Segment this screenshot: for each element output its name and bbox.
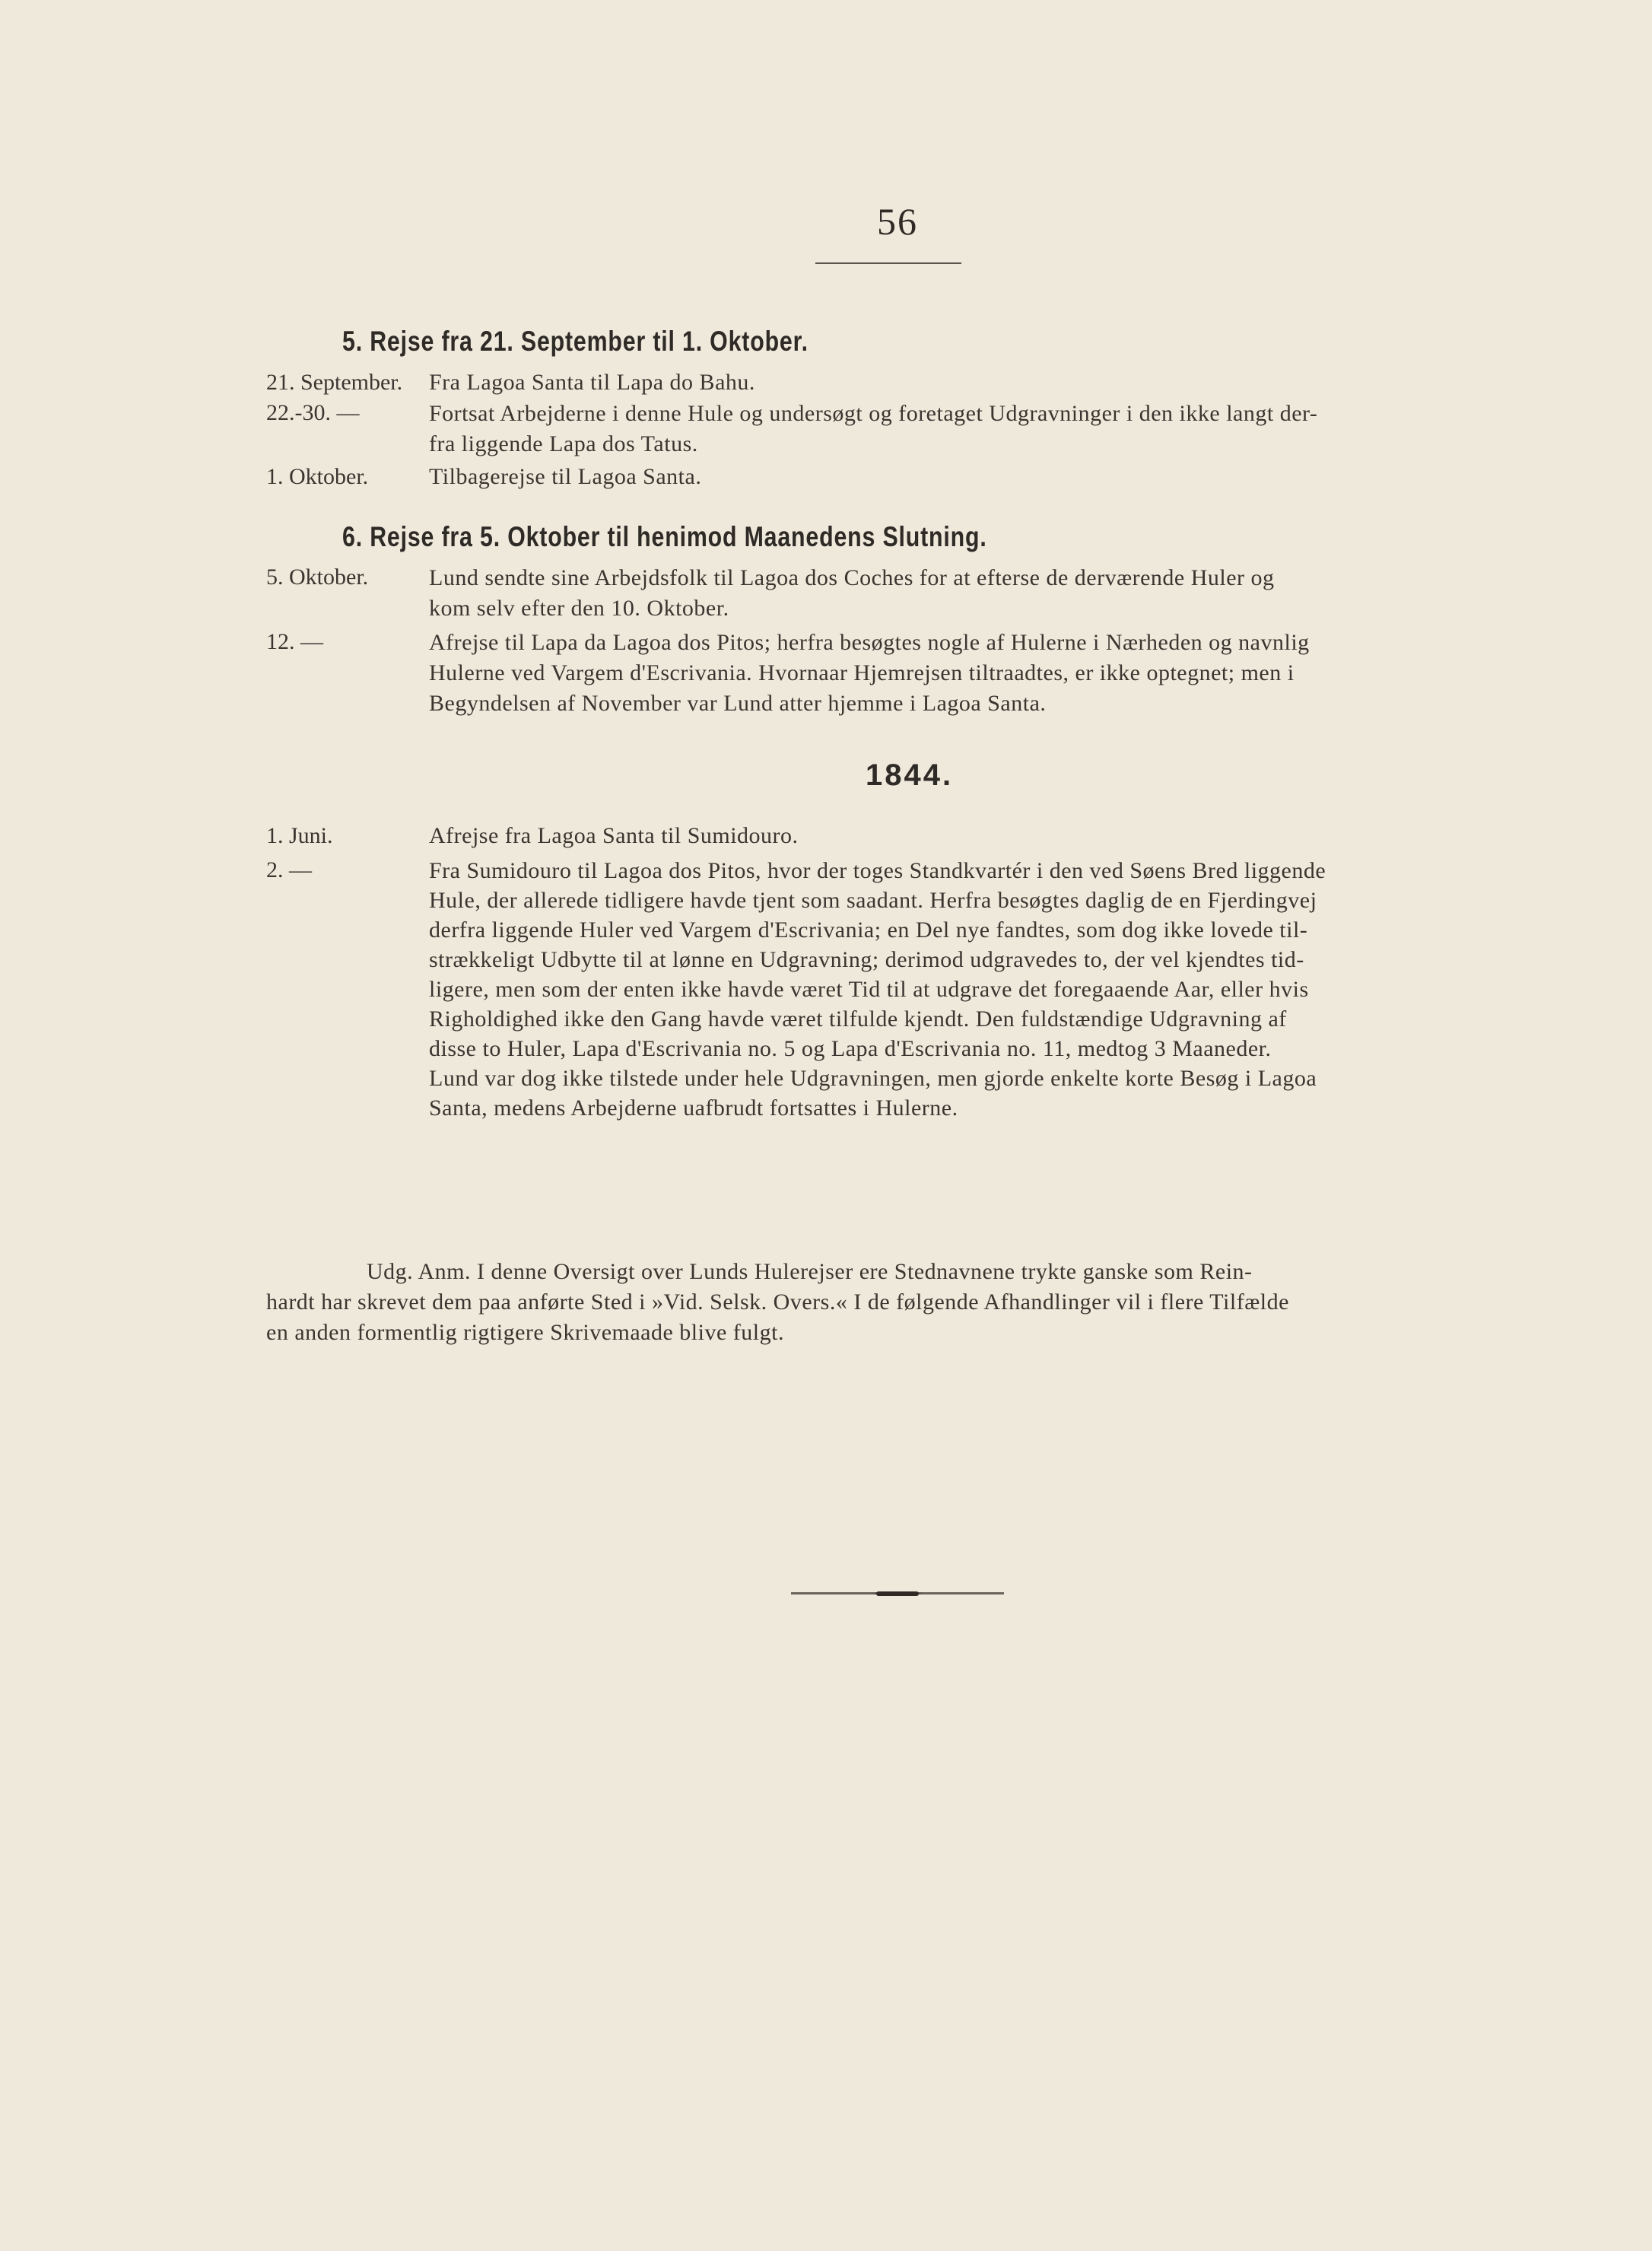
section-6-heading: 6. Rejse fra 5. Oktober til henimod Maanedens Slutning. [342, 521, 987, 552]
page-number: 56 [877, 200, 918, 243]
entry-text: Fortsat Arbejderne i denne Hule og undersøgt og foretaget Udgravninger i den ikke langt der- fra liggende Lapa dos Tatus. [429, 401, 1318, 456]
entry-text: Tilbagerejse til Lagoa Santa. [429, 464, 702, 489]
editor-note: Udg. Anm. I denne Oversigt over Lunds Hulerejser ere Stednavnene trykte ganske som Rein- hardt har skrevet dem paa anførte Sted i »Vid. Selsk. Overs.« I de følgende Afhandlinger vil i flere Tilfælde en anden formentlig rigtigere Skrivemaade blive fulgt. [266, 1259, 1289, 1345]
entry-date: 1. Oktober. [266, 464, 369, 489]
year-heading: 1844. [866, 758, 954, 792]
entry-date: 5. Oktober. [266, 564, 369, 590]
entry-date: 21. September. [266, 370, 403, 395]
end-ornament-center [876, 1591, 919, 1596]
section-5-heading: 5. Rejse fra 21. September til 1. Oktober. [342, 326, 809, 357]
page-number-underline [815, 262, 961, 264]
entry-date: 2. — [266, 857, 312, 882]
entry-text: Lund sendte sine Arbejdsfolk til Lagoa dos Coches for at efterse de derværende Huler og kom selv efter den 10. Oktober. [429, 565, 1275, 621]
entry-text: Fra Lagoa Santa til Lapa do Bahu. [429, 370, 755, 395]
entry-text: Fra Sumidouro til Lagoa dos Pitos, hvor der toges Standkvartér i den ved Søens Bred liggende Hule, der allerede tidligere havde tjent som saadant. Herfra besøgtes daglig de en Fjerdingvej derfra liggende Huler ved Vargem d'Escrivania; en Del nye fandtes, som dog ikke lovede til- strækkeligt Udbytte til at lønne en Udgravning; derimod udgravedes to, der vel kjendtes tid- ligere, men som der enten ikke havde været Tid til at udgrave det foregaaende Aar, eller hvis Righoldighed ikke den Gang havde været tilfulde kjendt. Den fuldstændige Udgravning af disse to Huler, Lapa d'Escrivania no. 5 og Lapa d'Escrivania no. 11, medtog 3 Maaneder. Lund var dog ikke tilstede under hele Udgravningen, men gjorde enkelte korte Besøg i Lagoa Santa, medens Arbejderne uafbrudt fortsattes i Hulerne. [429, 858, 1326, 1121]
entry-date: 1. Juni. [266, 823, 333, 848]
entry-date: 12. — [266, 629, 323, 654]
entry-text: Afrejse til Lapa da Lagoa dos Pitos; herfra besøgtes nogle af Hulerne i Nærheden og navnlig Hulerne ved Vargem d'Escrivania. Hvornaar Hjemrejsen tiltraadtes, er ikke optegnet; men i Begyndelsen af November var Lund atter hjemme i Lagoa Santa. [429, 630, 1310, 716]
entry-text: Afrejse fra Lagoa Santa til Sumidouro. [429, 823, 799, 848]
entry-date: 22.-30. — [266, 400, 360, 425]
